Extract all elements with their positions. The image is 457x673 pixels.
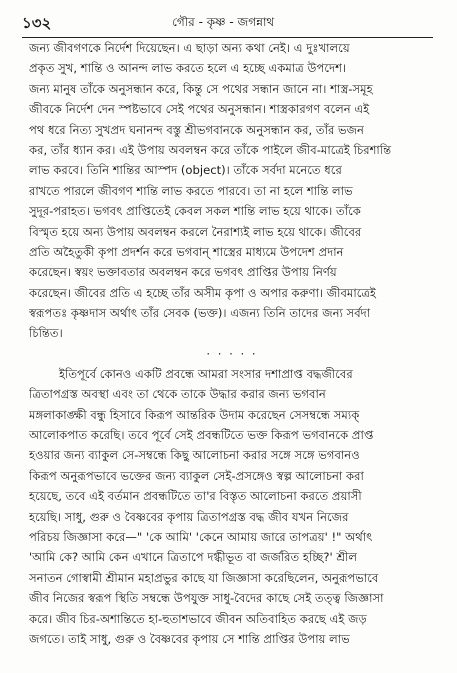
text-line: সুদূর-পরাহত। ভগবৎ প্রাপ্তিতেই কেবল সকল শান্তি লাভ হয়ে থাকে। তাঁকে bbox=[29, 204, 361, 219]
page-body bbox=[29, 38, 435, 649]
page-header bbox=[22, 6, 433, 36]
text-line: কিরূপ অনুরূপভাবে ভক্তের জন্য ব্যাকুল সেই-প্রসঙ্গেও স্বল্প আলোচনা করা bbox=[29, 468, 364, 483]
text-line: জন্য জীবগণকে নির্দেশ দিয়েছেন। এ ছাড়া অন্য কথা নেই। এ দুঃখালয়ে bbox=[29, 41, 350, 55]
text-line: প্রকৃত সুখ, শান্তি ও আনন্দ লাভ করতে হলে এ হচ্ছে একমাত্র উপদেশ। bbox=[29, 61, 347, 76]
running-title: গৌর - কৃষ্ণ - জগন্নাথ bbox=[172, 15, 275, 29]
text-line: পরিচয় জিজ্ঞাসা করে—" 'কে আমি' 'কেনে আমায় জারে তাপত্রয়' !" অর্থাৎ bbox=[29, 529, 373, 544]
text-line: ত্রিতাপগ্রস্ত অবস্থা এবং তা থেকে তাকে উদ্ধার করার জন্য ভগবান bbox=[29, 387, 326, 402]
text-line: জীব নিজের স্বরূপ স্থিতি সম্বন্ধে উপযুক্ত সাধু-বৈদের কাছে সেই তত্ত্ব জিজ্ঞাসা bbox=[29, 591, 384, 606]
page-number: ১৩২ bbox=[22, 14, 52, 32]
text-line: ইতিপূর্বে কোনও একটি প্রবন্ধে আমরা সংসার দশাপ্রাপ্ত বদ্ধজীবের bbox=[59, 366, 353, 381]
text-line: জন্য মানুষ তাঁকে অনুসন্ধান করে, কিন্তু সে পথের সন্ধান জানে না। শাস্ত্র-সমূহ bbox=[29, 81, 373, 96]
text-line: 'আমি কে? আমি কেন এখানে ত্রিতাপে দগ্ধীভূত বা জর্জরিত হচ্ছি?' শ্রীল bbox=[29, 550, 358, 565]
paragraph-1 bbox=[29, 38, 435, 344]
text-line: জগতে। তাই সাধু, গুরু ও বৈষ্ণবের কৃপায় সে শান্তি প্রাপ্তির উপায় লাভ bbox=[29, 631, 350, 646]
text-line: হয়েছে, তবে এই বর্তমান প্রবন্ধটিতে তা'র বিস্তৃত আলোচনা করতে প্রয়াসী bbox=[29, 489, 362, 504]
text-line: রাখতে পারলে জীবগণ শান্তি লাভ করতে পারবে। তা না হলে শান্তি লাভ bbox=[29, 183, 353, 198]
text-line: বিস্মৃত হয়ে অন্য উপায় অবলম্বন করলে নৈরাশ্যই লাভ হয়ে থাকে। জীবের bbox=[29, 224, 362, 239]
text-line: জীবকে নির্দেশ দেন স্পষ্টভাবে সেই পথের অনুসন্ধান। শাস্ত্রকারগণ বলেন এই bbox=[29, 102, 370, 117]
text-line: স্বরূপতঃ কৃষ্ণদাস অর্থাৎ তাঁর সেবক (ভক্ত)। এজন্য তিনি তাদের জন্য সর্বদা bbox=[29, 306, 371, 321]
text-line: পথ ধরে নিত্য সুখপ্রদ ঘনানন্দ বস্তু শ্রীভগবানকে অনুসন্ধান কর, তাঁর ভজন bbox=[29, 122, 364, 137]
text-line: মঙ্গলাকাঙ্ক্ষী বন্ধু হিসাবে কিরূপ আন্তরিক উদাম করেছেন সেসম্বন্ধে সম্যক্ bbox=[29, 407, 360, 422]
text-line: হয়েছি। সাধু, গুরু ও বৈষ্ণবের কৃপায় ত্রিতাপগ্রস্ত বদ্ধ জীব যখন নিজের bbox=[29, 509, 349, 524]
text-line: কর, তাঁর ধ্যান কর। এই উপায় অবলম্বন করে তাঁকে পাইলে জীব-মাত্রেই চিরশান্তি bbox=[29, 142, 392, 157]
text-line: করে। জীব চির-অশান্তিতে হা-হুতাশভাবে জীবন অতিবাহিত করছে এই জড় bbox=[29, 611, 367, 626]
text-line: করেছেন। স্বয়ং ভক্তাবতার অবলম্বন করে ভগবৎ প্রাপ্তির উপায় নির্ণয় bbox=[29, 265, 337, 280]
paragraph-2 bbox=[29, 364, 435, 649]
text-line: সনাতন গোস্বামী শ্রীমান মহাপ্রভুর কাছে যা জিজ্ঞাসা করেছিলেন, অনুরূপভাবে bbox=[29, 570, 379, 585]
text-line: করেছেন। জীবের প্রতি এ হচ্ছে তাঁর অসীম কৃপা ও অপার করুণা। জীবমাত্রেই bbox=[29, 285, 376, 300]
text-line: প্রতি অহৈতুকী কৃপা প্রদর্শন করে ভগবান্ শাস্ত্রের মাধ্যমে উপদেশ প্রদান bbox=[29, 244, 344, 259]
section-separator: · · · · · bbox=[206, 346, 258, 361]
text-line: চিন্তিত। bbox=[29, 326, 63, 341]
text-line: আলোকপাত করেছি। তবে পূর্বে সেই প্রবন্ধটিতে ভক্ত কিরূপ ভগবানকে প্রাপ্ত bbox=[29, 428, 374, 443]
text-line: হওয়ার জন্য ব্যাকুল সে-সম্বন্ধে কিছু আলোচনা করার সঙ্গে সঙ্গে ভগবানও bbox=[29, 448, 360, 463]
text-line: লাভ করবে। তিনি শান্তির আস্পদ (object)। তাঁকে সর্বদা মনেতে ধরে bbox=[29, 163, 342, 178]
